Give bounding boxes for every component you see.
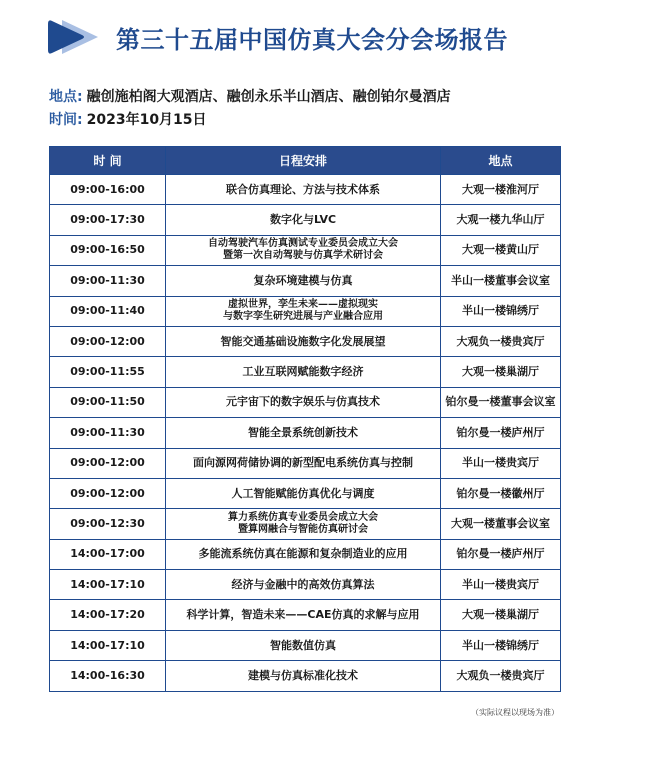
session-topic [166,570,441,600]
session-topic [166,448,441,478]
table-row [50,600,561,630]
column-header-venue: 地点 [441,147,561,175]
session-venue: 大观负一楼贵宾厅 [441,661,561,691]
session-venue: 半山一楼董事会议室 [441,266,561,296]
table-row [50,661,561,691]
session-topic [166,296,441,326]
session-topic-line: 智能全景系统创新技术 [248,425,358,439]
session-topic [166,661,441,691]
table-row [50,570,561,600]
page-header [48,17,508,57]
session-venue: 大观一楼淮河厅 [441,175,561,205]
date-label: 时间: [49,112,83,128]
session-topic [166,175,441,205]
session-topic-line: 经济与金融中的高效仿真算法 [231,577,375,591]
table-row [50,509,561,539]
session-time: 14:00-17:10 [50,630,166,660]
footnote: （实际议程以现场为准） [471,708,559,717]
session-venue: 大观一楼巢湖厅 [441,357,561,387]
session-venue: 大观一楼九华山厅 [441,205,561,235]
table-row [50,478,561,508]
session-topic [166,509,441,539]
date-row [49,109,451,132]
table-body [50,175,561,692]
table-row [50,418,561,448]
table-row [50,235,561,265]
table-row [50,175,561,205]
table-row [50,296,561,326]
table-row [50,448,561,478]
session-topic [166,205,441,235]
session-time: 09:00-11:40 [50,296,166,326]
session-time: 14:00-16:30 [50,661,166,691]
session-topic [166,539,441,569]
session-time: 09:00-11:30 [50,418,166,448]
session-topic-line: 智能交通基础设施数字化发展展望 [220,334,386,348]
session-topic-line: 暨第一次自动驾驶与仿真学术研讨会 [223,250,383,262]
session-topic-line: 数字化与LVC [269,213,337,227]
table-header-row [50,147,561,175]
session-topic-line: 人工智能赋能仿真优化与调度 [231,486,375,500]
table-row [50,387,561,417]
session-time: 09:00-12:00 [50,448,166,478]
location-row [49,86,451,109]
table-row [50,357,561,387]
session-topic-line: 算力系统仿真专业委员会成立大会 [228,511,378,523]
table-row [50,266,561,296]
session-topic-line: 工业互联网赋能数字经济 [242,365,364,379]
session-venue: 半山一楼贵宾厅 [441,448,561,478]
session-time: 14:00-17:10 [50,570,166,600]
session-venue: 半山一楼贵宾厅 [441,570,561,600]
session-topic-line: 面向源网荷储协调的新型配电系统仿真与控制 [193,456,413,470]
session-topic [166,478,441,508]
date-value: 2023年10月15日 [86,112,207,128]
session-time: 09:00-17:30 [50,205,166,235]
session-topic-line: 虚拟世界，孪生未来——虚拟现实 [228,299,378,311]
session-topic-line: 元宇宙下的数字娱乐与仿真技术 [226,395,380,409]
event-meta [49,86,451,132]
session-venue: 大观一楼黄山厅 [441,235,561,265]
session-time: 09:00-16:50 [50,235,166,265]
session-venue: 铂尔曼一楼董事会议室 [441,387,561,417]
session-topic-line: 自动驾驶汽车仿真测试专业委员会成立大会 [208,238,398,250]
location-label: 地点: [49,89,83,105]
session-topic [166,235,441,265]
session-topic-line: 联合仿真理论、方法与技术体系 [226,182,380,196]
session-time: 09:00-12:30 [50,509,166,539]
session-topic [166,266,441,296]
session-topic [166,326,441,356]
session-topic [166,600,441,630]
session-venue: 大观一楼董事会议室 [441,509,561,539]
session-venue: 半山一楼锦绣厅 [441,630,561,660]
table-row [50,630,561,660]
session-topic [166,630,441,660]
session-topic-line: 科学计算，智造未来——CAE仿真的求解与应用 [186,608,420,622]
column-header-time: 时 间 [50,147,166,175]
location-value: 融创施柏阁大观酒店、融创永乐半山酒店、融创铂尔曼酒店 [86,89,451,105]
table-row [50,326,561,356]
session-topic-line: 与数字孪生研究进展与产业融合应用 [223,311,383,323]
session-time: 14:00-17:20 [50,600,166,630]
session-venue: 铂尔曼一楼庐州厅 [441,418,561,448]
schedule-table [49,146,561,692]
session-time: 09:00-12:00 [50,478,166,508]
session-topic [166,387,441,417]
session-topic [166,357,441,387]
table-row [50,205,561,235]
session-time: 14:00-17:00 [50,539,166,569]
table-row [50,539,561,569]
column-header-schedule: 日程安排 [166,147,441,175]
session-time: 09:00-11:55 [50,357,166,387]
session-time: 09:00-11:50 [50,387,166,417]
page-title: 第三十五届中国仿真大会分会场报告 [116,25,508,54]
session-venue: 大观负一楼贵宾厅 [441,326,561,356]
session-venue: 铂尔曼一楼徽州厅 [441,478,561,508]
session-venue: 半山一楼锦绣厅 [441,296,561,326]
session-topic [166,418,441,448]
session-time: 09:00-11:30 [50,266,166,296]
session-topic-line: 暨算网融合与智能仿真研讨会 [238,523,368,535]
session-topic-line: 智能数值仿真 [270,638,336,652]
double-play-arrow-icon [48,17,102,57]
session-time: 09:00-12:00 [50,326,166,356]
session-venue: 铂尔曼一楼庐州厅 [441,539,561,569]
session-time: 09:00-16:00 [50,175,166,205]
session-topic-line: 多能流系统仿真在能源和复杂制造业的应用 [198,547,408,561]
session-topic-line: 复杂环境建模与仿真 [253,273,353,287]
session-venue: 大观一楼巢湖厅 [441,600,561,630]
session-topic-line: 建模与仿真标准化技术 [248,668,358,682]
